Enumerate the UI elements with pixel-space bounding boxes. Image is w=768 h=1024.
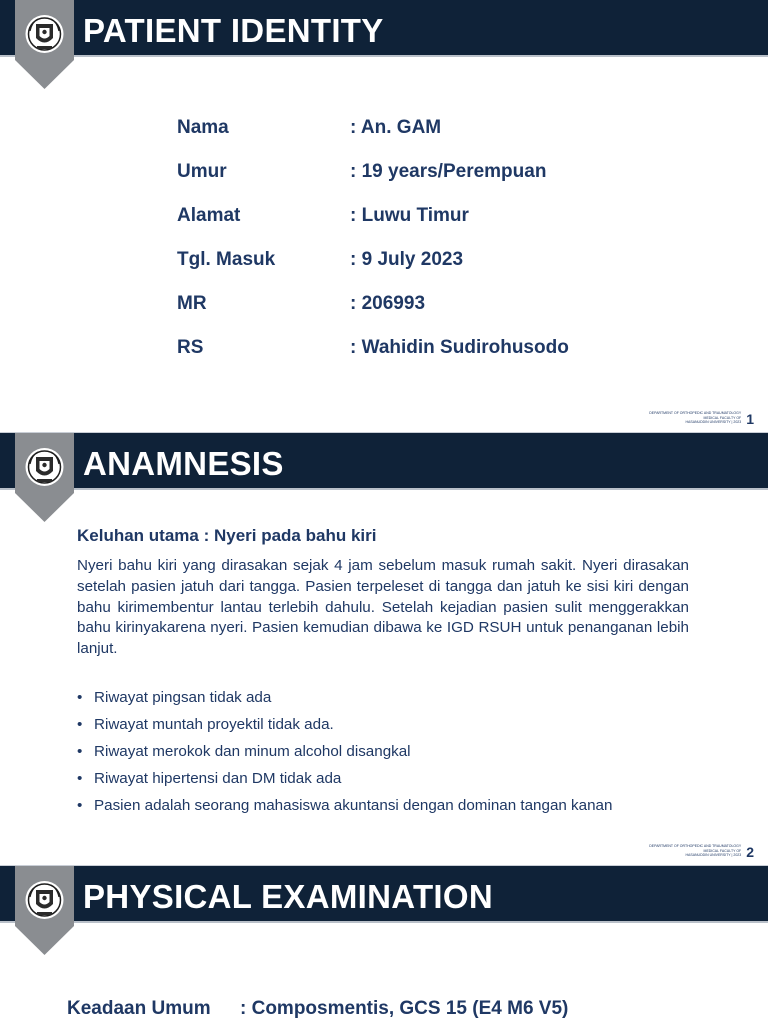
list-item — [77, 716, 612, 743]
exam-label: Keadaan Umum — [67, 998, 211, 1019]
footer-credit-line: MEDICAL FACULTY OF — [703, 848, 742, 853]
bullet-icon: • — [77, 716, 83, 733]
identity-label: Alamat — [177, 205, 241, 226]
bullet-icon: • — [77, 770, 83, 787]
identity-value: : Wahidin Sudirohusodo — [350, 337, 569, 358]
identity-label: MR — [177, 293, 207, 314]
slide-header-bar — [0, 433, 768, 488]
slide-title: ANAMNESIS — [83, 445, 284, 482]
list-item — [77, 770, 612, 797]
footer-credit-line: HASANUDDIN UNIVERSITY | 2023 — [685, 852, 742, 857]
university-crest-icon — [15, 866, 74, 955]
slide-footer — [649, 844, 754, 859]
footer-credit — [649, 844, 741, 857]
header-rule — [0, 55, 768, 57]
university-crest-icon — [15, 0, 74, 89]
chief-complaint-heading: Keluhan utama : Nyeri pada bahu kiri — [77, 526, 377, 545]
university-crest-icon — [15, 433, 74, 522]
identity-value: : 206993 — [350, 293, 426, 314]
footer-credit-line: HASANUDDIN UNIVERSITY | 2023 — [685, 419, 742, 424]
exam-value: : Composmentis, GCS 15 (E4 M6 V5) — [240, 998, 569, 1019]
footer-credit-line: MEDICAL FACULTY OF — [703, 415, 742, 420]
identity-label: Umur — [177, 161, 227, 182]
identity-label: Nama — [177, 117, 229, 138]
bullet-icon: • — [77, 743, 83, 760]
footer-credit-line: DEPARTMENT OF ORTHOPEDIC AND TRAUMATOLOGY — [649, 844, 742, 849]
history-paragraph: Nyeri bahu kiri yang dirasakan sejak 4 jam sebelum masuk rumah sakit. Nyeri dirasakan setelah pasien jatuh dari tangga. Pasien terpeleset di tangga dan jatuh ke sisi kiri dengan bahu kirimembentur lantau terlebih dahulu. Setelah kejadian pasien sulit menggerakkan bahu kirinyakarena nyeri. Pasien kemudian dibawa ke IGD RSUH untuk penanganan lebih lanjut. — [77, 557, 689, 658]
slide-header-bar — [0, 0, 768, 55]
page-number: 1 — [746, 411, 754, 427]
identity-value: : 9 July 2023 — [350, 249, 464, 270]
slide-title: PHYSICAL EXAMINATION — [83, 878, 493, 915]
list-item-text: Pasien adalah seorang mahasiswa akuntansi dengan dominan tangan kanan — [94, 797, 613, 814]
header-rule — [0, 488, 768, 490]
page-number: 2 — [746, 844, 754, 860]
list-item-text: Riwayat muntah proyektil tidak ada. — [94, 716, 334, 733]
slide-anamnesis — [0, 433, 768, 865]
slide-footer — [649, 411, 754, 426]
footer-credit-line: DEPARTMENT OF ORTHOPEDIC AND TRAUMATOLOGY — [649, 411, 742, 416]
slide-patient-identity — [0, 0, 768, 432]
identity-label: RS — [177, 337, 204, 358]
identity-label: Tgl. Masuk — [177, 249, 276, 270]
identity-value: : An. GAM — [350, 117, 442, 138]
list-item-text: Riwayat merokok dan minum alcohol disangkal — [94, 743, 411, 760]
list-item-text: Riwayat hipertensi dan DM tidak ada — [94, 770, 342, 787]
footer-credit — [649, 411, 741, 424]
list-item — [77, 797, 612, 824]
header-rule — [0, 921, 768, 923]
list-item — [77, 743, 612, 770]
slide-physical-examination — [0, 866, 768, 1024]
identity-value: : 19 years/Perempuan — [350, 161, 547, 182]
slide-title: PATIENT IDENTITY — [83, 12, 384, 49]
bullet-icon: • — [77, 797, 83, 814]
bullet-icon: • — [77, 689, 83, 706]
identity-value: : Luwu Timur — [350, 205, 469, 226]
slide-header-bar — [0, 866, 768, 921]
history-bullet-list — [77, 689, 612, 824]
list-item — [77, 689, 612, 716]
list-item-text: Riwayat pingsan tidak ada — [94, 689, 272, 706]
